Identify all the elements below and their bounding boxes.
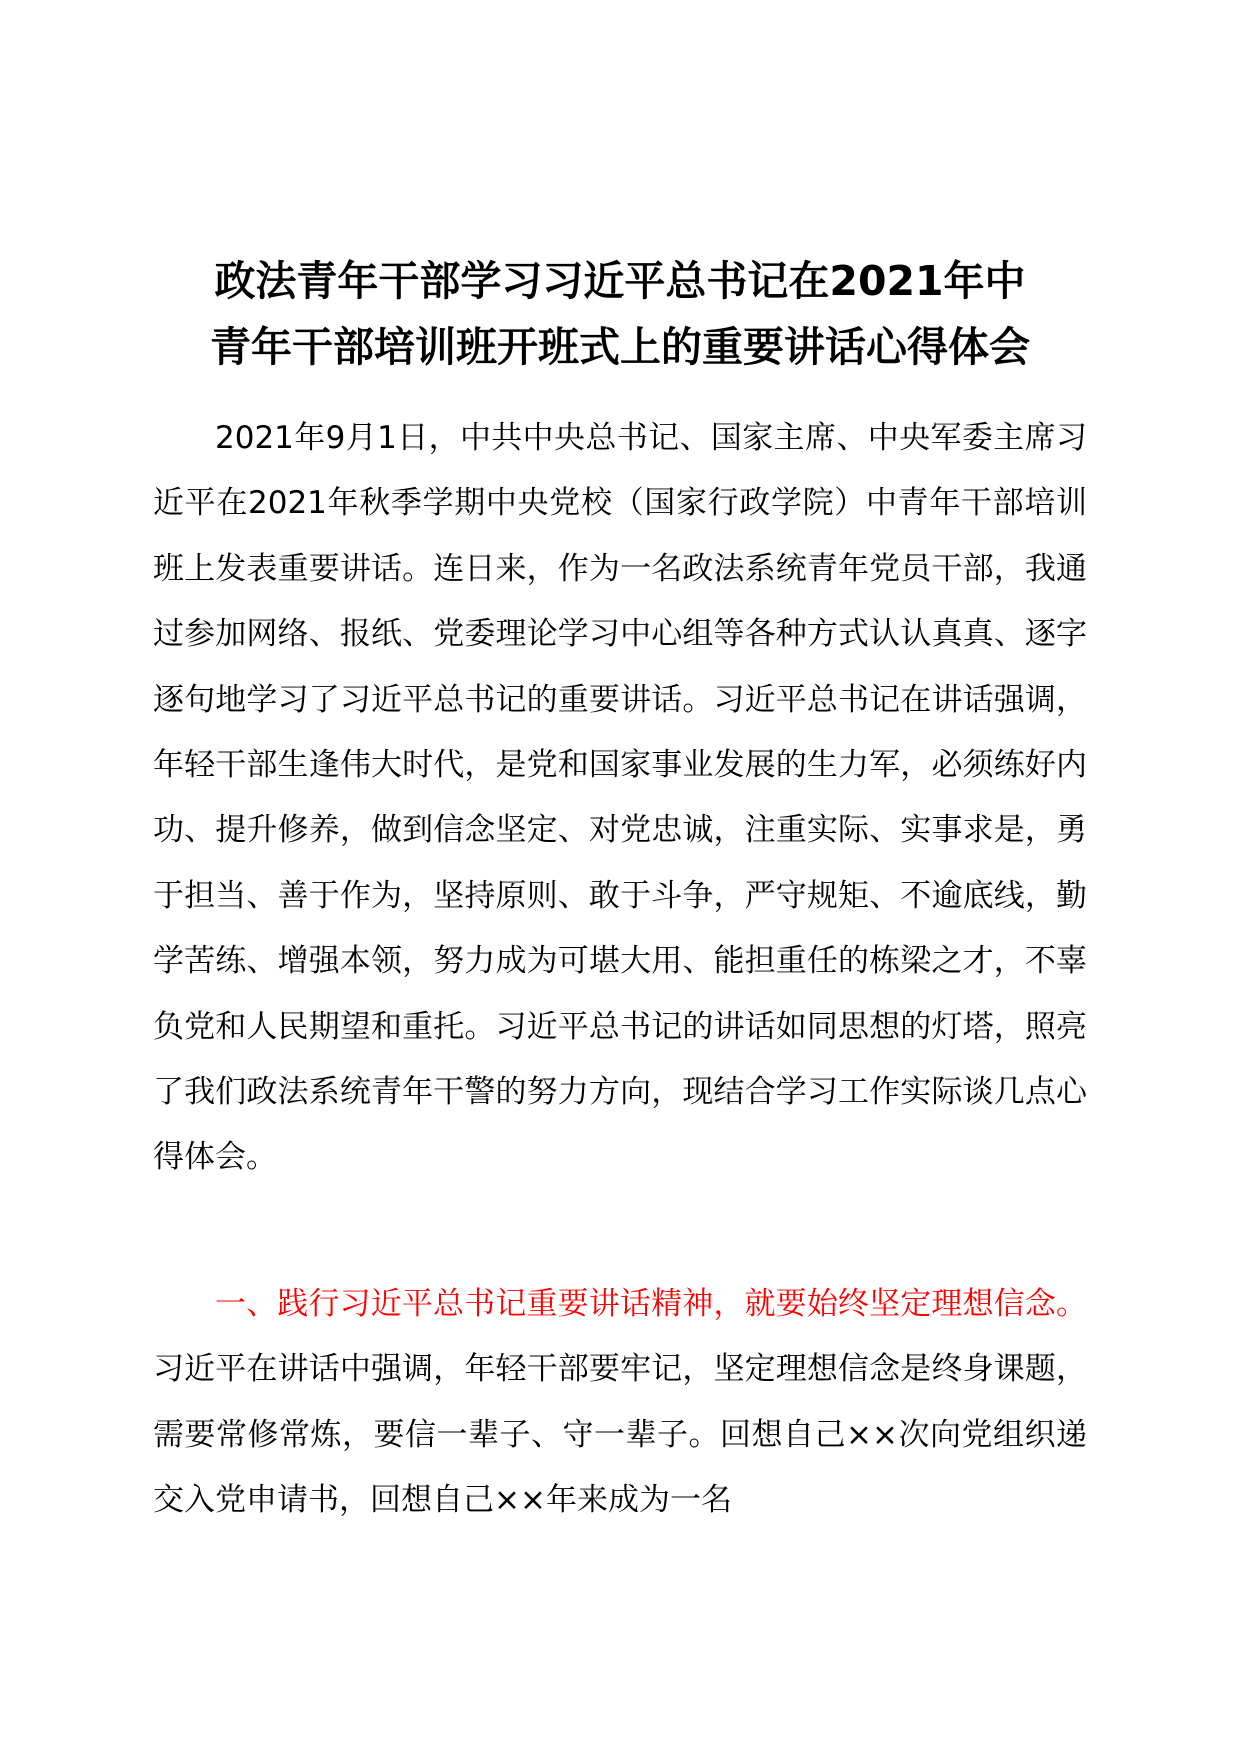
document-title-line-1: 政法青年干部学习习近平总书记在2021年中 — [214, 257, 1026, 305]
section-1-paragraph — [153, 1272, 1087, 1534]
intro-paragraph: 2021年9月1日，中共中央总书记、国家主席、中央军委主席习近平在2021年秋季学期中央党校（国家行政学院）中青年干部培训班上发表重要讲话。连日来，作为一名政法系统青年党员干部，我通过参加网络、报纸、党委理论学习中心组等各种方式认认真真、逐字逐句地学习了习近平总书记的重要讲话。习近平总书记在讲话强调，年轻干部生逢伟大时代，是党和国家事业发展的生力军，必须练好内功、提升修养，做到信念坚定、对党忠诚，注重实际、实事求是，勇于担当、善于作为，坚持原则、敢于斗争，严守规矩、不逾底线，勤学苦练、增强本领，努力成为可堪大用、能担重任的栋梁之才，不辜负党和人民期望和重托。习近平总书记的讲话如同思想的灯塔，照亮了我们政法系统青年干警的努力方向，现结合学习工作实际谈几点心得体会。 — [153, 420, 1087, 1176]
document-title-line-2: 青年干部培训班开班式上的重要讲话心得体会 — [210, 323, 1030, 371]
section-1-text: 习近平在讲话中强调，年轻干部要牢记，坚定理想信念是终身课题，需要常修常炼，要信一辈子、守一辈子。回想自己××次向党组织递交入党申请书，回想自己××年来成为一名 — [153, 1351, 1087, 1519]
section-1-heading: 一、践行习近平总书记重要讲话精神，就要始终坚定理想信念。 — [215, 1286, 1087, 1322]
